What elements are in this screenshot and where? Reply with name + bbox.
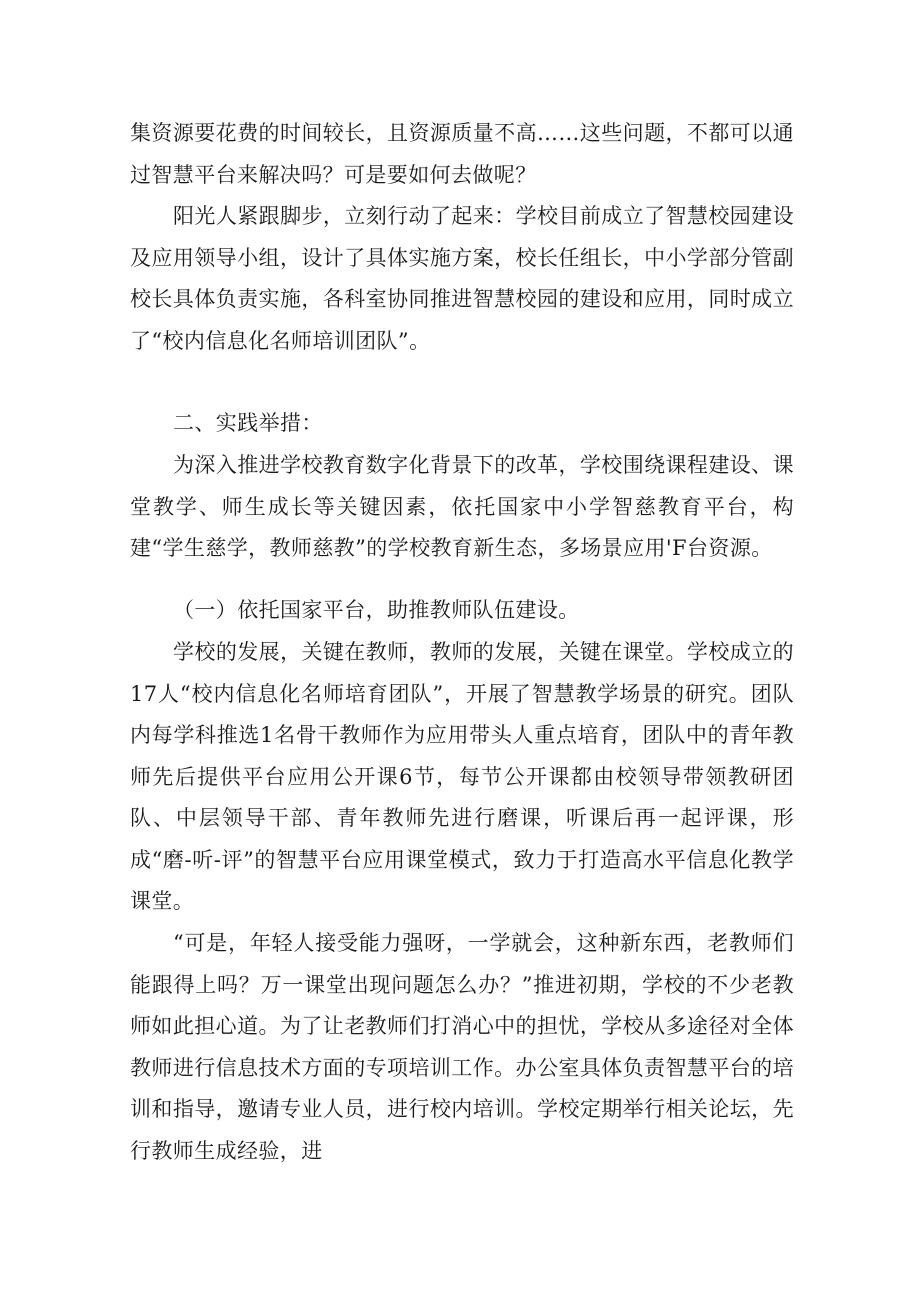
paragraph-reform-intro: 为深入推进学校教育数字化背景下的改革，学校围绕课程建设、课堂教学、师生成长等关键因素，依托国家中小学智慈教育平台，构建“学生慈学，教师慈教”的学校教育新生态，多场景应用'F台资源。 <box>130 453 794 560</box>
paragraph-veteran-teachers: “可是，年轻人接受能力强呀，一学就会，这种新东西，老教师们能跟得上吗？万一课堂出现问题怎么办？”推进初期，学校的不少老教师如此担心道。为了让老教师们打消心中的担忧，学校从多途径对全体教师进行信息技术方面的专项培训工作。办公室具体负责智慧平台的培训和指导，邀请专业人员，进行校内培训。学校定期举行相关论坛，先行教师生成经验，进 <box>130 931 794 1163</box>
subsection-heading-teacher-team: （一）依托国家平台，助推教师队伍建设。 <box>173 598 580 622</box>
paragraph-teacher-development: 学校的发展，关键在教师，教师的发展，关键在课堂。学校成立的17人“校内信息化名师培育团队”，开展了智慧教学场景的研究。团队内每学科推选1名骨干教师作为应用带头人重点培育，团队中的青年教师先后提供平台应用公开课6节，每节公开课都由校领导带领教研团队、中层领导干部、青年教师先进行磨课，听课后再一起评课，形成“磨-听-评”的智慧平台应用课堂模式，致力于打造高水平信息化教学课堂。 <box>130 640 794 913</box>
paragraph-continuation: 集资源要花费的时间较长，且资源质量不高……这些问题，不都可以通过智慧平台来解决吗？可是要如何去做呢？ <box>130 121 794 187</box>
paragraph-action-taken: 阳光人紧跟脚步，立刻行动了起来：学校目前成立了智慧校园建设及应用领导小组，设计了具体实施方案，校长任组长，中小学部分管副校长具体负责实施，各科室协同推进智慧校园的建设和应用，同时成立了“校内信息化名师培训团队”。 <box>130 204 794 353</box>
section-heading-practice: 二、实践举措： <box>173 411 323 435</box>
